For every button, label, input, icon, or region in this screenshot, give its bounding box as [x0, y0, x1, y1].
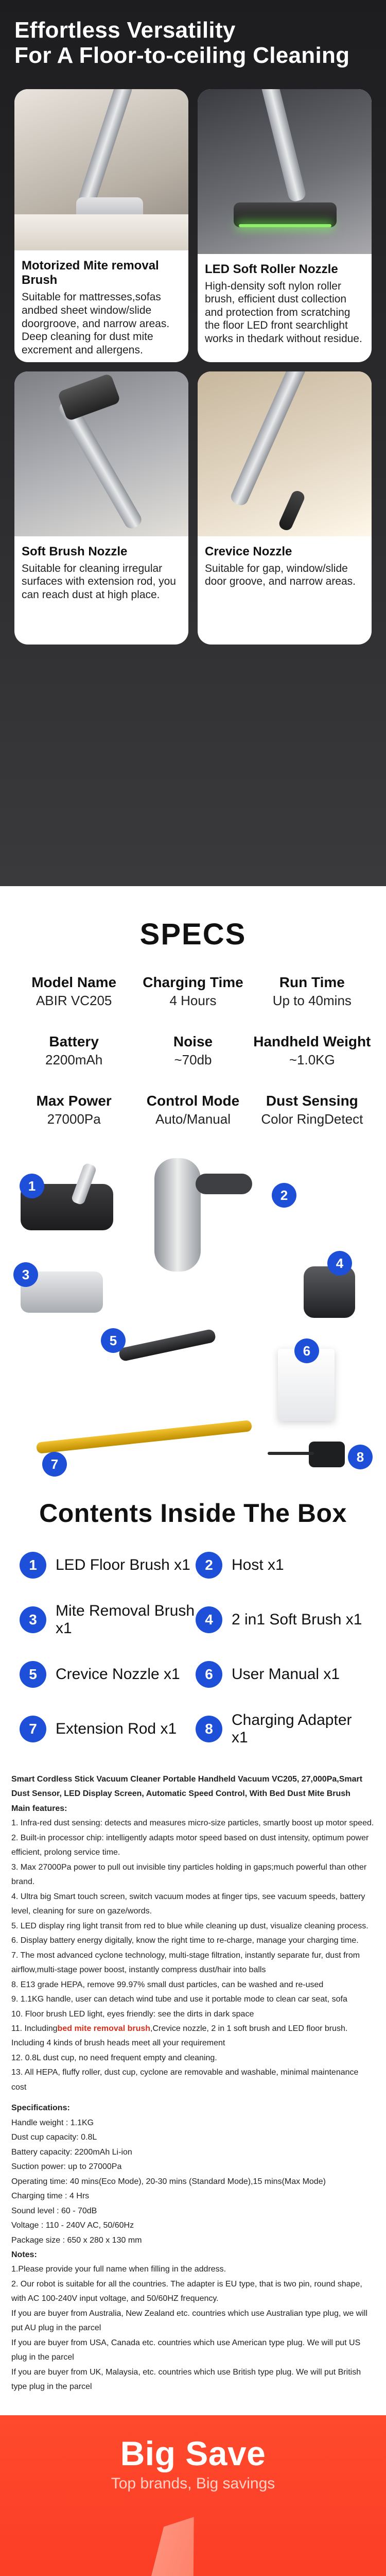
feature-line: 10. Floor brush LED light, eyes friendly: see the dirts in dark space: [11, 2009, 254, 2019]
spec-item: [133, 974, 252, 1009]
item-number: 5: [20, 1661, 46, 1688]
crevice-nozzle-image: [118, 1329, 216, 1362]
versatility-title: [14, 18, 372, 69]
card-text: Suitable for cleaning irregular surfaces with extension rod, you can reach dust at high place.: [22, 562, 176, 601]
spec-item: [14, 974, 133, 1009]
spec-line: Sound level : 60 - 70dB: [11, 2206, 97, 2215]
accessory-card-soft-brush: [14, 371, 188, 645]
item-label: Charging Adapter x1: [232, 1711, 352, 1746]
item-label: 2 in1 Soft Brush x1: [232, 1611, 362, 1628]
feature-line: 7. The most advanced cyclone technology, multi-stage filtration, instantly separate fur, dust from airflow,multi-stage power boost, instantly compress dust/hair into balls: [11, 1951, 360, 1975]
feature-line: 3. Max 27000Pa power to pull out invisible tiny particles holding in gaps;much powerful than other brand.: [11, 1862, 367, 1887]
feature-line: 4. Ultra big Smart touch screen, switch vacuum modes at finger tips, see vacuum speeds, battery level, cleaning for sure on gaze/words.: [11, 1892, 365, 1916]
lightning-bolt-icon: [50, 2488, 336, 2576]
feature-line: 13. All HEPA, fluffy roller, dust cup, cyclone are removable and washable, minimal maintenance cost: [11, 2068, 359, 2092]
card-text: Suitable for mattresses,sofas andbed sheet window/slide doorgroove, and narrow areas. Deep cleaning for dust mite excrement and allergens.: [22, 291, 170, 356]
spec-line: Package size : 650 x 280 x 130 mm: [11, 2235, 142, 2245]
note-line: If you are buyer from USA, Canada etc. countries which use American type plug. We will put US plug in the parcel: [11, 2338, 361, 2362]
item-number: 4: [196, 1606, 222, 1633]
spec-item: [133, 1033, 252, 1068]
badge-5: 5: [101, 1328, 126, 1353]
item-label: LED Floor Brush x1: [56, 1556, 190, 1573]
contents-item: [20, 1602, 196, 1637]
features-label: Main features:: [11, 1804, 67, 1813]
spec-value: ABIR VC205: [36, 993, 112, 1008]
big-save-title: Big Save: [120, 2434, 266, 2472]
spec-item: [253, 1093, 372, 1127]
spec-key: Run Time: [279, 974, 345, 990]
charging-adapter-image: [309, 1442, 345, 1467]
contents-item: [20, 1552, 196, 1579]
specifications-label: Specifications:: [11, 2104, 70, 2113]
feature-prefix: 11. Including: [11, 2024, 58, 2033]
spec-value: 2200mAh: [45, 1052, 103, 1067]
product-description: [0, 1767, 386, 2415]
item-number: 1: [20, 1552, 46, 1579]
versatility-title-line2: For A Floor-to-ceiling Cleaning: [14, 43, 350, 69]
spec-item: [133, 1093, 252, 1127]
item-number: 6: [196, 1661, 222, 1688]
feature-line: 12. 0.8L dust cup, no need frequent empty and cleaning.: [11, 2053, 217, 2062]
spec-line: Handle weight : 1.1KG: [11, 2118, 94, 2127]
spec-item: [253, 974, 372, 1009]
spec-line: Charging time : 4 Hrs: [11, 2192, 90, 2201]
spec-item: [14, 1093, 133, 1127]
spec-value: Up to 40mins: [272, 993, 352, 1008]
card-text: Suitable for gap, window/slide door groove, and narrow areas.: [205, 562, 356, 588]
feature-line: 9. 1.1KG handle, user can detach wind tube and use it portable mode to clean car seat, sofa: [11, 1995, 347, 2004]
item-label: Mite Removal Brush x1: [56, 1602, 195, 1637]
feature-line: 2. Built-in processor chip: intelligently adapts motor speed based on dust intensity, optimum power efficient, prolong service time.: [11, 1833, 369, 1857]
accessories-illustration: [0, 1143, 386, 1493]
accessory-card-led-roller: [198, 89, 372, 362]
item-number: 7: [20, 1716, 46, 1742]
spec-key: Noise: [173, 1033, 213, 1049]
spec-key: Handheld Weight: [253, 1033, 371, 1049]
feature-line: 6. Display battery energy digitally, know the right time to re-charge, manage your charging time.: [11, 1936, 359, 1945]
spec-item: [14, 1033, 133, 1068]
spec-item: [253, 1033, 372, 1068]
badge-7: 7: [42, 1452, 67, 1477]
card-title: Soft Brush Nozzle: [22, 544, 128, 558]
specs-section: [0, 886, 386, 1138]
badge-1: 1: [20, 1174, 44, 1198]
spec-key: Charging Time: [143, 974, 243, 990]
badge-3: 3: [13, 1262, 38, 1287]
card-text: High-density soft nylon roller brush, efficient dust collection and protection from scratching the floor LED front searchlight works in thedark without residue.: [205, 280, 362, 345]
badge-2: 2: [272, 1183, 296, 1208]
spec-value: 27000Pa: [47, 1111, 101, 1127]
extension-rod-image: [36, 1420, 252, 1454]
item-number: 8: [196, 1716, 222, 1742]
feature-line: 5. LED display ring light transit from red to blue while cleaning up dust, visualize cleaning process.: [11, 1921, 369, 1930]
accessory-card-mite-brush: [14, 89, 188, 362]
item-number: 3: [20, 1606, 46, 1633]
spec-value: Auto/Manual: [155, 1111, 231, 1127]
item-label: Extension Rod x1: [56, 1720, 177, 1737]
crevice-photo: [198, 371, 372, 536]
spec-line: Suction power: up to 27000Pa: [11, 2162, 122, 2172]
soft-brush-image: [304, 1266, 355, 1318]
spec-key: Max Power: [36, 1093, 112, 1109]
spec-value: ~70db: [174, 1052, 212, 1067]
contents-item: [196, 1711, 372, 1747]
led-roller-photo: [198, 89, 372, 254]
spec-key: Model Name: [31, 974, 117, 990]
card-title: Motorized Mite removal Brush: [22, 259, 159, 287]
spec-key: Battery: [49, 1033, 99, 1049]
contents-item: [196, 1661, 372, 1688]
note-line: 2. Our robot is suitable for all the countries. The adapter is EU type, that is two pin, round shape, with AC 100-240V input voltage, and 50/60HZ frequency.: [11, 2279, 362, 2303]
big-save-subtitle: Top brands, Big savings: [111, 2475, 275, 2492]
contents-item: [196, 1602, 372, 1637]
soft-brush-photo: [14, 371, 188, 536]
host-image: [154, 1158, 201, 1272]
contents-title: Contents Inside The Box: [39, 1499, 347, 1528]
notes-label: Notes:: [11, 2250, 37, 2259]
versatility-title-line1: Effortless Versatility: [14, 18, 236, 43]
feature-line: 1. Infra-red dust sensing: detects and measures micro-size particles, smartly boost up motor speed.: [11, 1819, 374, 1828]
spec-value: 4 Hours: [169, 993, 217, 1008]
specs-title: SPECS: [139, 918, 247, 951]
mite-brush-photo: [14, 89, 188, 251]
spec-line: Voltage : 110 - 240V AC, 50/60Hz: [11, 2221, 134, 2230]
badge-8: 8: [348, 1445, 373, 1469]
big-save-banner: [0, 2415, 386, 2576]
spec-key: Dust Sensing: [266, 1093, 358, 1109]
note-line: If you are buyer from Australia, New Zealand etc. countries which use Australian type plug, we will put AU plug in the parcel: [11, 2309, 367, 2333]
card-title: Crevice Nozzle: [205, 544, 292, 558]
note-line: 1.Please provide your full name when filling in the address.: [11, 2265, 226, 2274]
specs-grid: [14, 974, 372, 1127]
contents-grid: [14, 1552, 372, 1747]
spec-value: Color RingDetect: [261, 1111, 363, 1127]
contents-item: [20, 1711, 196, 1747]
spec-line: Operating time: 40 mins(Eco Mode), 20-30 mins (Standard Mode),15 mins(Max Mode): [11, 2177, 326, 2186]
spec-value: ~1.0KG: [289, 1052, 335, 1067]
item-label: User Manual x1: [232, 1666, 340, 1683]
badge-6: 6: [294, 1338, 319, 1363]
feature-line: [11, 2022, 375, 2051]
highlighted-text: bed mite removal brush: [57, 2024, 151, 2033]
feature-suffix: ,Crevice nozzle, 2 in 1 soft brush and LED floor brush. Including 4 kinds of brush heads meet all your requirement: [11, 2024, 348, 2048]
badge-4: 4: [327, 1251, 352, 1276]
accessory-card-crevice: [198, 371, 372, 645]
item-label: Crevice Nozzle x1: [56, 1666, 180, 1683]
description-headline: Smart Cordless Stick Vacuum Cleaner Portable Handheld Vacuum VC205, 27,000Pa,Smart Dust Sensor, LED Display Screen, Automatic Speed Control, With Bed Dust Mite Brush: [11, 1775, 363, 1799]
item-number: 2: [196, 1552, 222, 1579]
contents-section: [0, 1493, 386, 1767]
contents-item: [196, 1552, 372, 1579]
note-line: If you are buyer from UK, Malaysia, etc. countries which use British type plug. We will put British type plug in the parcel: [11, 2367, 361, 2392]
spec-line: Battery capacity: 2200mAh Li-ion: [11, 2147, 132, 2157]
spec-line: Dust cup capacity: 0.8L: [11, 2133, 97, 2142]
contents-item: [20, 1661, 196, 1688]
item-label: Host x1: [232, 1556, 284, 1573]
versatility-section: [0, 0, 386, 886]
card-title: LED Soft Roller Nozzle: [205, 262, 338, 276]
spec-key: Control Mode: [146, 1093, 240, 1109]
feature-line: 8. E13 grade HEPA, remove 99.97% small dust particles, can be washed and re-used: [11, 1980, 324, 1989]
